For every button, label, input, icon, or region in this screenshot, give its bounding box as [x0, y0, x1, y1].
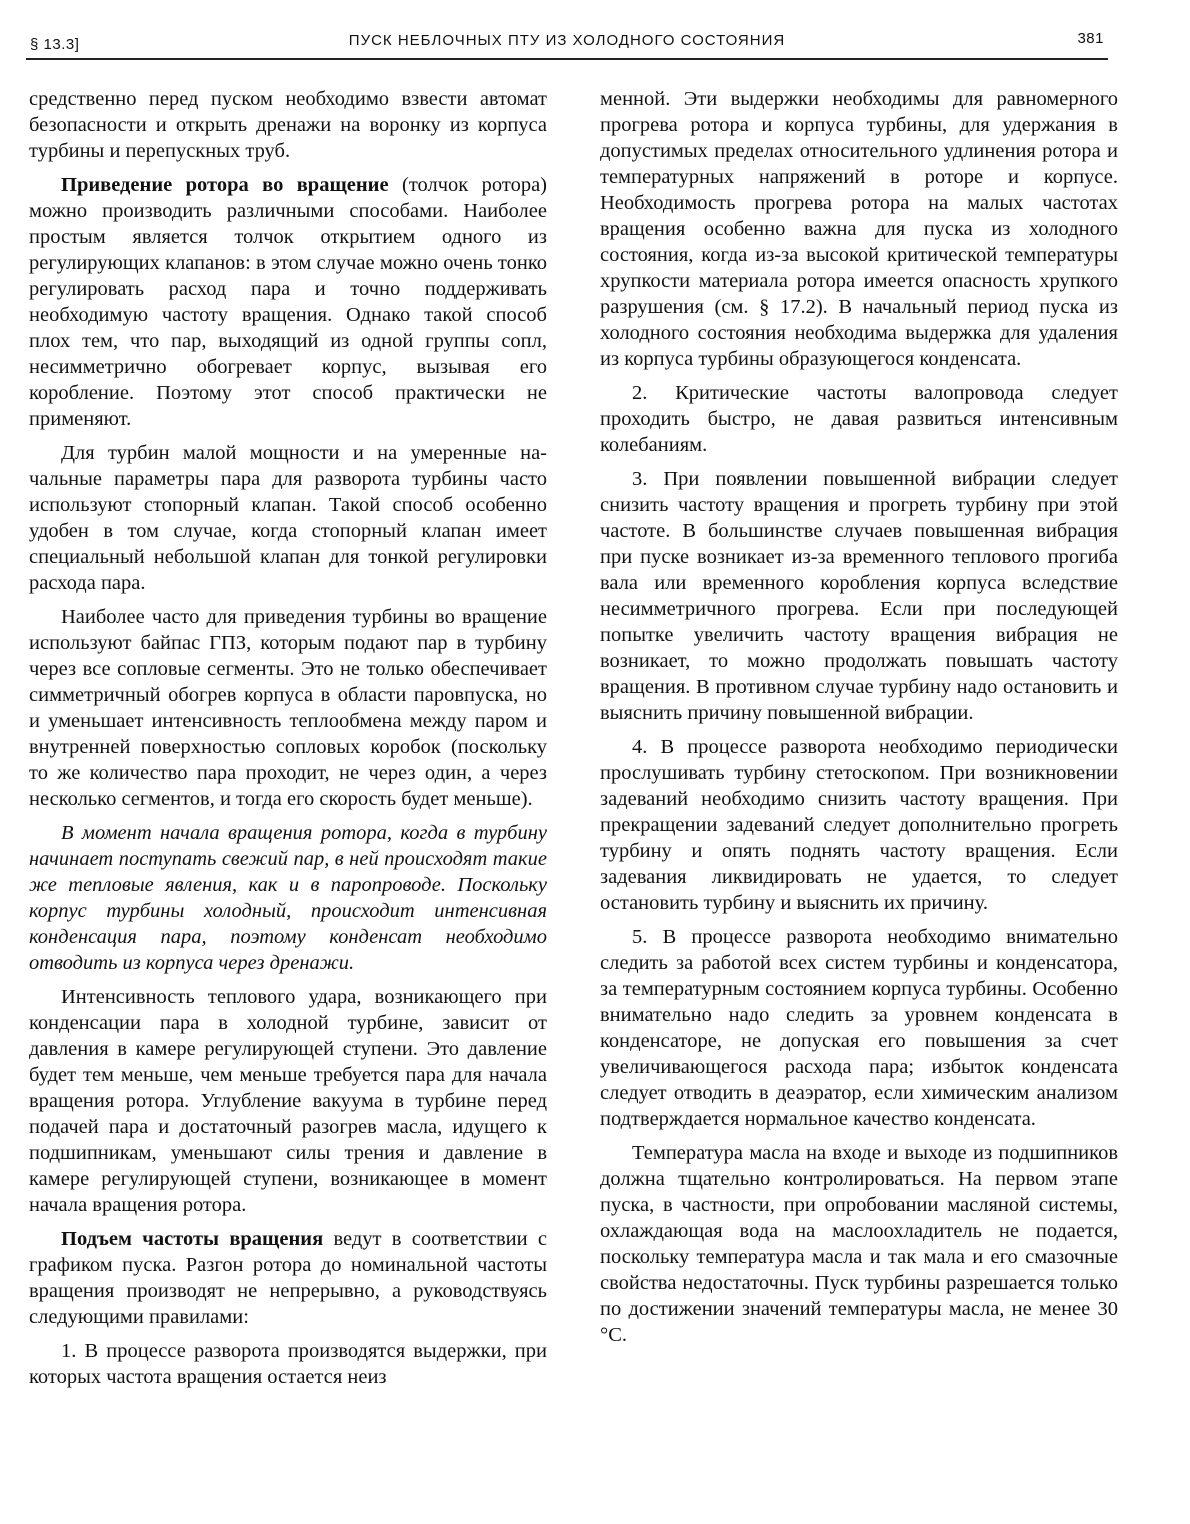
paragraph-italic-note: В момент начала вращения ротора, когда в турбину начинает поступать свежий пар, в ней происходят такие же тепловые явления, как и в паропроводе. Поскольку корпус турбины холодный, происходит интенсивная конденсация пара, поэтому конденсат необходимо отводить из корпуса через дренажи.	[29, 822, 547, 974]
paragraph-thermal-shock: Интенсивность теплового удара, возникающего при конденсации пара в холодной турбине, зависит от давления в камере регулирующей ступени. Это давление будет тем меньше, чем меньше требуется пара для начала вращения ротора. Углубление вакуума в турбине перед подачей пара и достаточный разогрев масла, идущего к подшипникам, уменьшают силы трения и давление в камере регулирующей ступени, возникающее в момент начала вращения ротора.	[29, 986, 547, 1216]
list-item-2: 2. Критические частоты валопровода следует проходить быстро, не давая развиться интенсивным колебаниям.	[600, 382, 1118, 456]
page-number: 381	[1077, 30, 1104, 47]
list-item-1: 1. В процессе разворота производятся выдержки, при которых частота вращения остается неиз	[29, 1340, 547, 1388]
paragraph-bypass: Наиболее часто для приведения турбины во вращение используют байпас ГПЗ, которым подают пар в турбину через все сопловые сегменты. Это не только обеспечивает симметричный обогрев корпуса в области паровпуска, но и уменьшает интенсивность теплообмена между паром и внутренней поверхностью сопловых коробок (поскольку то же количество пара проходит, не через один, а через несколько сегментов, и тогда его скорость будет меньше).	[29, 606, 547, 810]
run-in-heading: Подъем частоты вращения	[61, 1228, 324, 1250]
paragraph-text: (толчок ротора) можно производить различными способами. Наиболее простым является толчок открытием одного из регулирующих клапанов: в этом случае можно очень тонко регулировать расход пара и точно поддерживать необходимую частоту вращения. Однако такой способ плох тем, что пар, выходящий из одной группы сопл, несимметрично обогревает корпус, вызывая его коробление. Поэтому этот способ практически не применяют.	[29, 174, 547, 430]
list-item-3: 3. При появлении повышенной вибрации следует снизить частоту вращения и прогреть турбину при этой частоте. В большинстве случаев повышенная вибрация при пуске возникает из-за временного теплового прогиба вала или временного коробления корпуса вследствие несимметричного прогрева. Если при последующей попытке увеличить частоту вращения вибрация не возникает, то можно продолжать повышать частоту вращения. В противном случае турбину надо остановить и выяснить причину повышенной вибрации.	[600, 468, 1118, 724]
paragraph-rotor-start	[29, 172, 547, 432]
paragraph-stop-valve: Для турбин малой мощности и на умеренные начальные параметры пара для разворота турбины часто используют стопорный клапан. Такой способ особенно удобен в том случае, когда стопорный клапан имеет специальный небольшой клапан для тонкой регулировки расхода пара.	[29, 442, 547, 594]
paragraph-text: ведут в соответствии с графиком пуска. Разгон ротора до номинальной частоты вращения производят не непрерывно, а руководствуясь следующими правилами:	[29, 1228, 547, 1328]
list-item-4: 4. В процессе разворота необходимо периодически прослушивать турбину стетоскопом. При возникновении задеваний необходимо снизить частоту вращения. При прекращении задеваний следует дополнительно прогреть турбину и опять поднять частоту вращения. Если задевания ликвидировать не удается, то следует остановить турбину и выяснить их причину.	[600, 736, 1118, 914]
list-item-5: 5. В процессе разворота необходимо внимательно следить за работой всех систем турбины и конденсатора, за температурным состоянием корпуса турбины. Особенно внимательно надо следить за уровнем конденсата в конденсаторе, не допуская его повышения за счет увеличивающегося расхода пара; избыток конденсата следует отводить в деаэратор, если химическим анализом подтверждается нормальное качество конденсата.	[600, 926, 1118, 1130]
running-head	[26, 28, 1108, 60]
run-in-heading: Приведение ротора во вращение	[61, 174, 389, 196]
paragraph-oil-temperature: Температура масла на входе и выходе из подшипников должна тщательно контролироваться. На первом этапе пуска, в частности, при опробовании масляной системы, охлаждающая вода на маслоохладитель не подается, поскольку температура масла и так мала и его смазочные свойства недостаточны. Пуск турбины разрешается только по достижении значений температуры масла, не менее 30 °С.	[600, 1142, 1118, 1346]
running-title: ПУСК НЕБЛОЧНЫХ ПТУ ИЗ ХОЛОДНОГО СОСТОЯНИЯ	[348, 32, 786, 49]
paragraph-speed-raise	[29, 1226, 547, 1330]
left-column	[29, 86, 547, 1390]
list-item-1-continued: менной. Эти выдержки необходимы для равномерного прогрева ротора и корпуса турбины, для удержания в допустимых пределах относительного удлинения ротора и температурных напряжений в роторе и корпусе. Необходимость прогрева ротора на малых частотах вращения особенно важна для пуска из холодного состояния, когда из-за высокой критической температуры хрупкости материала ротора имеется опасность хрупкого разрушения (см. § 17.2). В начальный период пуска из холодного состояния необходима выдержка для удаления из корпуса турбины образующегося конденсата.	[600, 88, 1118, 370]
right-column	[600, 86, 1118, 1348]
section-reference: § 13.3]	[30, 36, 80, 53]
paragraph-continued: средственно перед пуском необходимо взвести автомат безопасности и открыть дренажи на воронку из корпуса турбины и перепускных труб.	[29, 88, 547, 162]
